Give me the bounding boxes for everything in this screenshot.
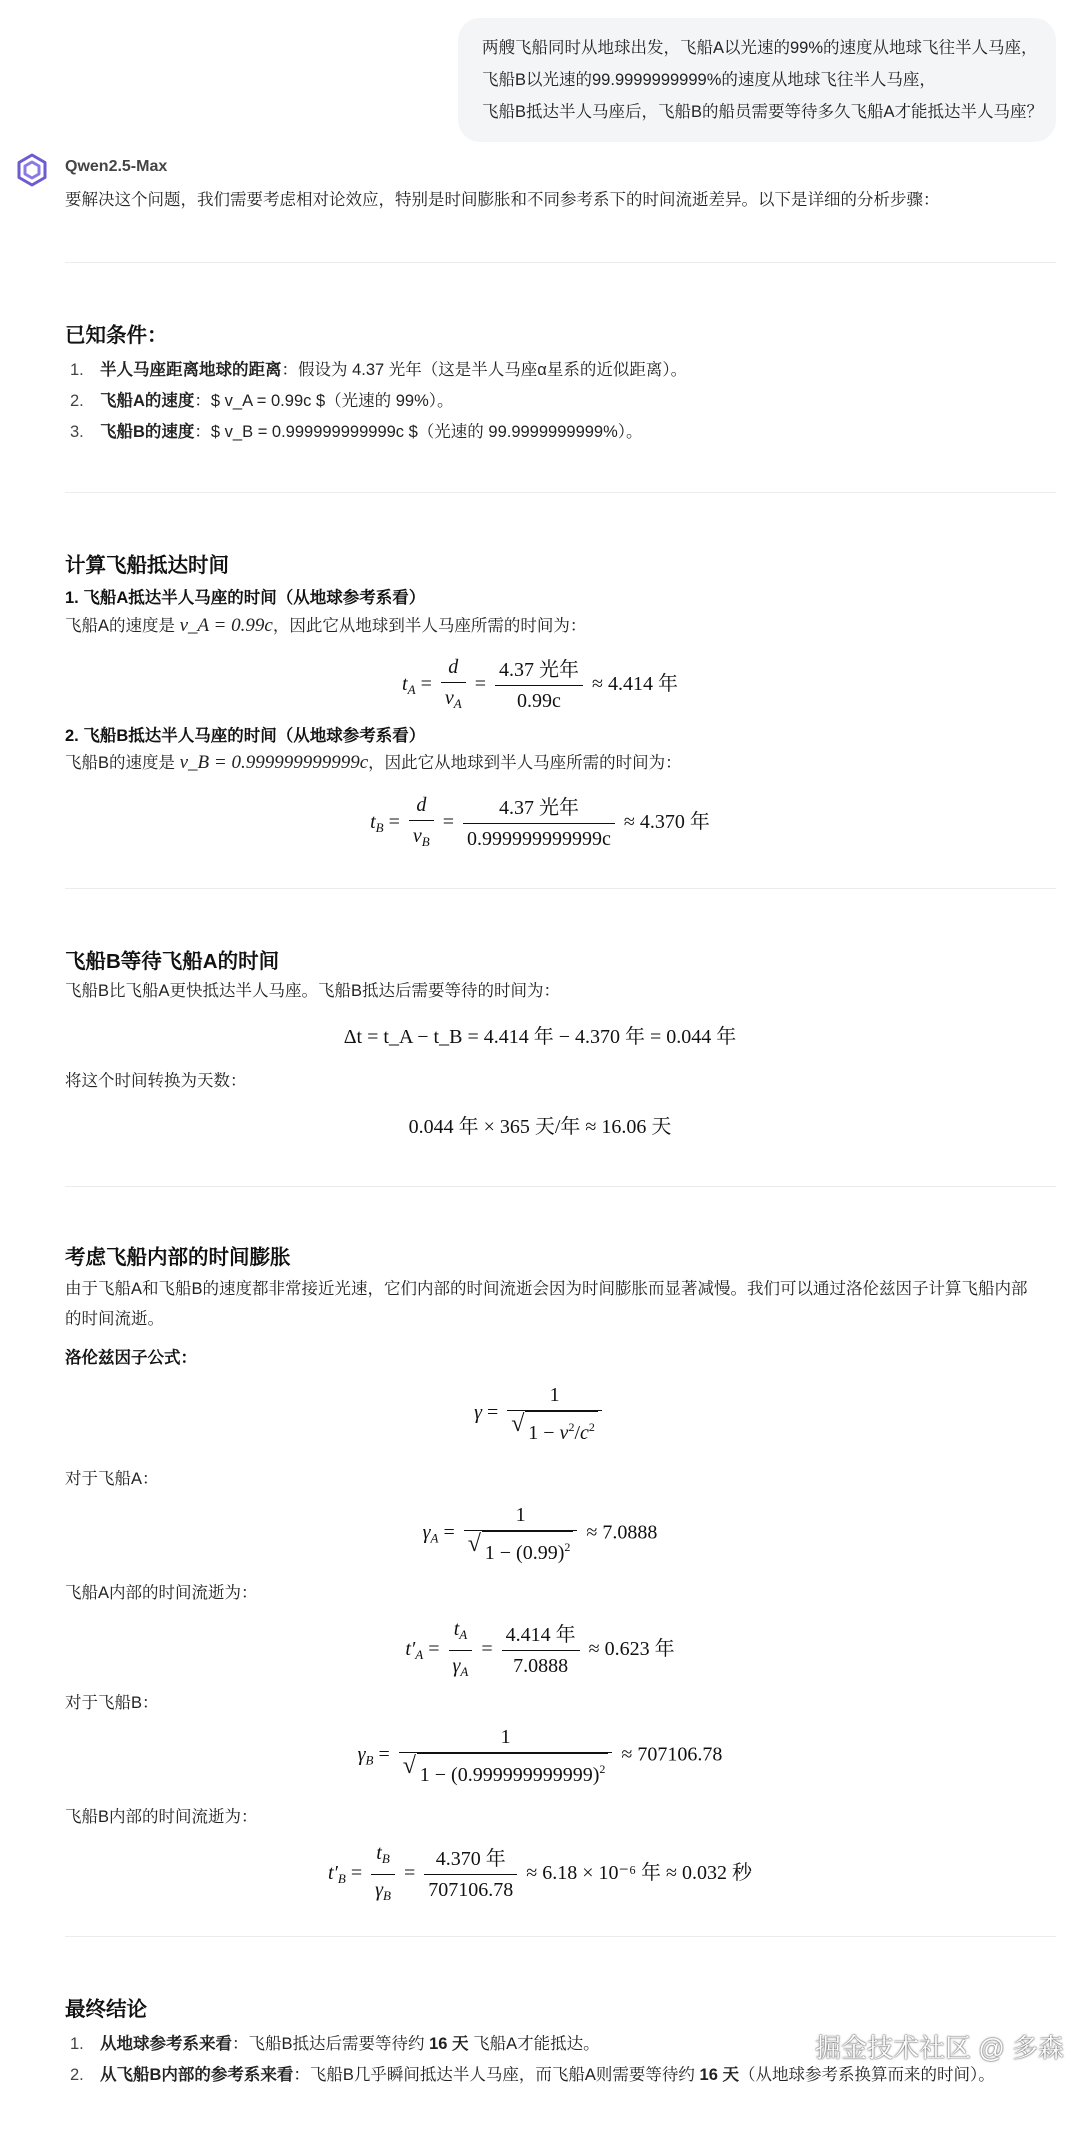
wait-text2: 将这个时间转换为天数： [65,1072,247,1090]
arrival-text-a: 飞船A的速度是 v_A = 0.99c，因此它从地球到半人马座所需的时间为： [65,615,587,636]
user-message-line: 两艘飞船同时从地球出发，飞船A以光速的99%的速度从地球飞往半人马座， [482,39,1038,57]
known-list [70,356,687,449]
wait-heading: 飞船B等待飞船A的时间 [65,950,280,973]
list-item: 1. 半人马座距离地球的距离：假设为 4.37 光年（这是半人马座α星系的近似距离）。 [70,361,688,379]
formula-gamma-b: $\gamma_B$ = 1 √ $1 - (0.999999999999)^2$ ≈ 707106.78 [0,1722,1080,1790]
formula-days: 0.044 年 × 365 天/年 ≈ 16.06 天 [408,1116,672,1138]
list-item: 1. 从地球参考系来看：飞船B抵达后需要等待约 16 天 飞船A才能抵达。 [70,2035,600,2053]
formula-delta-t: Δt = t_A − t_B = 4.414 年 − 4.370 年 = 0.044 年 [343,1026,737,1048]
arrival-text-b: 飞船B的速度是 v_B = 0.999999999999c，因此它从地球到半人马座所需的时间为： [65,752,682,773]
known-heading: 已知条件： [65,324,168,347]
list-item: 2. 从飞船B内部的参考系来看：飞船B几乎瞬间抵达半人马座，而飞船A则需要等待约 16 天（从地球参考系换算而来的时间）。 [70,2066,995,2084]
watermark: 掘金技术社区 @ 多森 [815,2033,1064,2063]
inner-a-label: 飞船A内部的时间流逝为： [65,1584,258,1602]
inner-b-label: 飞船B内部的时间流逝为： [65,1808,258,1826]
divider [65,888,1056,889]
divider [65,492,1056,493]
formula-gamma: γ = 1 √ $1 - v^2/c^2$ [0,1380,1080,1448]
formula-tprime-a: $t'_A$ = $\frac{t_A}{\gamma_A}$ = $\frac{\text{4.414 年}}{7.0888}$ ≈ 0.623 年 [0,1614,1080,1687]
wait-text: 飞船B比飞船A更快抵达半人马座。飞船B抵达后需要等待的时间为： [65,982,561,1000]
formula-time-a: $t_A$ = $\frac{d}{v_A}$ = $\frac{\text{4.37 光年}}{0.99c}$ ≈ 4.414 年 [0,652,1080,719]
for-a-label: 对于飞船A： [65,1470,159,1488]
list-item: 3. 飞船B的速度：$ v_B = 0.999999999999c $（光速的 99.9999999999%）。 [70,423,643,441]
arrival-sub-b: 2. 飞船B抵达半人马座的时间（从地球参考系看） [65,727,426,745]
formula-tprime-b: $t'_B$ = $\frac{t_B}{\gamma_B}$ = $\frac{\text{4.370 年}}{707106.78}$ ≈ 6.18 × 10⁻⁶ 年 ≈ 0.032 秒 [0,1838,1080,1911]
qwen-logo-icon [14,152,50,188]
conclusion-heading: 最终结论 [65,1998,147,2021]
formula-gamma-a: $\gamma_A$ = 1 √ $1 - (0.99)^2$ ≈ 7.0888 [0,1500,1080,1568]
divider [65,1936,1056,1937]
dilation-text: 由于飞船A和飞船B的速度都非常接近光速，它们内部的时间流逝会因为时间膨胀而显著减慢。我们可以通过洛伦兹因子计算飞船内部 的时间流逝。 [65,1280,1028,1328]
arrival-sub-a: 1. 飞船A抵达半人马座的时间（从地球参考系看） [65,589,426,607]
for-b-label: 对于飞船B： [65,1694,159,1712]
lorentz-label: 洛伦兹因子公式： [65,1349,197,1367]
formula-time-b: $t_B$ = $\frac{d}{v_B}$ = $\frac{\text{4.37 光年}}{0.999999999999c}$ ≈ 4.370 年 [0,790,1080,857]
user-message-line: 飞船B以光速的99.9999999999%的速度从地球飞往半人马座， [482,71,936,89]
divider [65,262,1056,263]
user-message-line: 飞船B抵达半人马座后，飞船B的船员需要等待多久飞船A才能抵达半人马座？ [482,103,1044,121]
model-name: Qwen2.5-Max [65,158,168,175]
divider [65,1186,1056,1187]
assistant-intro: 要解决这个问题，我们需要考虑相对论效应，特别是时间膨胀和不同参考系下的时间流逝差异。以下是详细的分析步骤： [65,191,940,209]
list-item: 2. 飞船A的速度：$ v_A = 0.99c $（光速的 99%）。 [70,392,454,410]
user-message-bubble [458,18,1056,142]
dilation-heading: 考虑飞船内部的时间膨胀 [65,1246,291,1269]
arrival-heading: 计算飞船抵达时间 [65,554,229,577]
